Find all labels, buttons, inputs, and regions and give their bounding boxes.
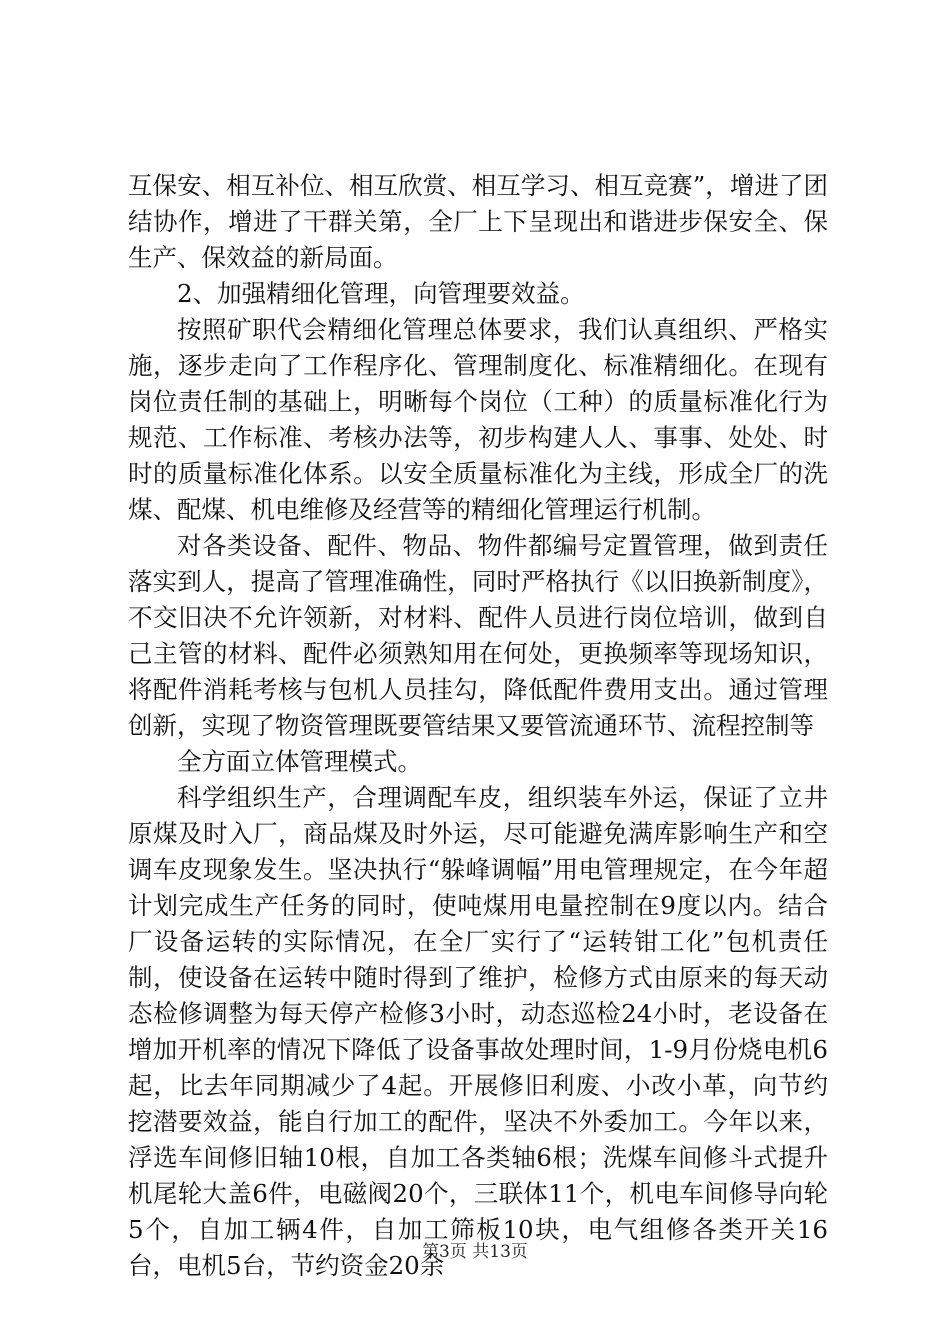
page-number-label: 第3页 共13页	[422, 1242, 528, 1262]
paragraph-2-heading: 2、加强精细化管理，向管理要效益。	[177, 279, 585, 308]
paragraph-3: 按照矿职代会精细化管理总体要求，我们认真组织、严格实施，逐步走向了工作程序化、管理制度化、标准精细化。在现有岗位责任制的基础上，明晰每个岗位（工种）的质量标准化行为规范、工作标准、考核办法等，初步构建人人、事事、处处、时时的质量标准化体系。以安全质量标准化为主线，形成全厂的洗煤、配煤、机电维修及经营等的精细化管理运行机制。	[128, 315, 828, 524]
paragraph-1: 互保安、相互补位、相互欣赏、相互学习、相互竞赛”，增进了团结协作，增进了干群关第，全厂上下呈现出和谐进步保安全、保生产、保效益的新局面。	[128, 171, 828, 272]
paragraph-5: 全方面立体管理模式。	[177, 747, 422, 776]
paragraph-4: 对各类设备、配件、物品、物件都编号定置管理，做到责任落实到人，提高了管理准确性，同时严格执行《以旧换新制度》，不交旧决不允许领新，对材料、配件人员进行岗位培训，做到自己主管的材料、配件必须熟知用在何处，更换频率等现场知识，将配件消耗考核与包机人员挂勾，降低配件费用支出。通过管理创新，实现了物资管理既要管结果又要管流通环节、流程控制等	[128, 531, 828, 740]
paragraph-6: 科学组织生产，合理调配车皮，组织装车外运，保证了立井原煤及时入厂，商品煤及时外运，尽可能避免满库影响生产和空调车皮现象发生。坚决执行“躲峰调幅”用电管理规定，在今年超计划完成生产任务的同时，使吨煤用电量控制在9度以内。结合厂设备运转的实际情况，在全厂实行了“运转钳工化”包机责任制，使设备在运转中随时得到了维护，检修方式由原来的每天动态检修调整为每天停产检修3小时，动态巡检24小时，老设备在增加开机率的情况下降低了设备事故处理时间，1-9月份烧电机6起，比去年同期减少了4起。开展修旧利废、小改小革，向节约挖潜要效益，能自行加工的配件，坚决不外委加工。今年以来，浮选车间修旧轴10根，自加工各类轴6根；洗煤车间修斗式提升机尾轮大盖6件，电磁阀20个，三联体11个，机电车间修导向轮5个，自加工辆4件，自加工筛板10块，电气组修各类开关16台，电机5台，节约资金20余	[128, 783, 828, 1280]
page-footer	[0, 1240, 950, 1264]
document-body	[128, 168, 828, 1284]
